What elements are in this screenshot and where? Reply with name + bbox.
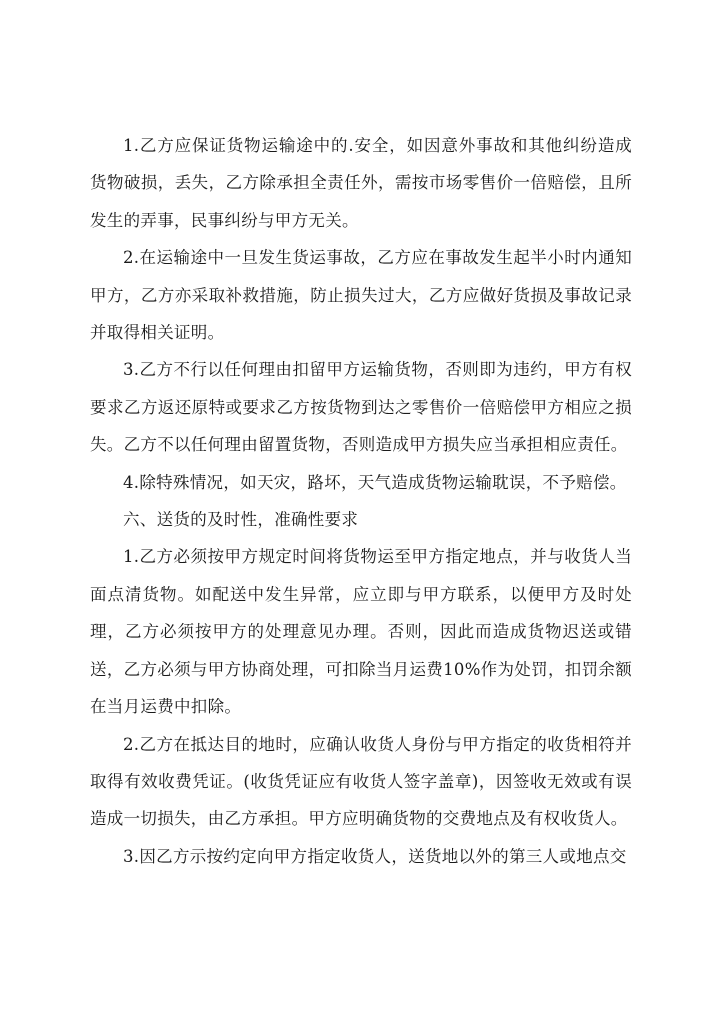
document-body — [90, 127, 632, 875]
section-heading-6: 六、送货的及时性，准确性要求 — [123, 510, 359, 530]
paragraph-clause-5-2: 2.在运输途中一旦发生货运事故，乙方应在事故发生起半小时内通知甲方，乙方亦采取补救措施，防止损失过大，乙方应做好货损及事故记录并取得相关证明。 — [90, 248, 632, 343]
paragraph-clause-5-4: 4.除特殊情况，如天灾，路坏，天气造成货物运输耽误，不予赔偿。 — [123, 472, 627, 492]
paragraph-clause-6-3: 3.因乙方示按约定向甲方指定收货人，送货地以外的第三人或地点交 — [123, 846, 627, 866]
paragraph-clause-6-2: 2.乙方在抵达目的地时，应确认收货人身份与甲方指定的收货相符并取得有效收费凭证。(收货凭证应有收货人签字盖章)，因签收无效或有误造成一切损失，由乙方承担。甲方应明确货物的交费地点及有权收货人。 — [90, 734, 632, 829]
paragraph-clause-5-3: 3.乙方不行以任何理由扣留甲方运输货物，否则即为违约，甲方有权要求乙方返还原特或要求乙方按货物到达之零售价一倍赔偿甲方相应之损失。乙方不以任何理由留置货物，否则造成甲方损失应当承担相应责任。 — [90, 360, 632, 455]
paragraph-clause-6-1: 1.乙方必须按甲方规定时间将货物运至甲方指定地点，并与收货人当面点清货物。如配送中发生异常，应立即与甲方联系，以便甲方及时处理，乙方必须按甲方的处理意见办理。否则，因此而造成货物迟送或错送，乙方必须与甲方协商处理，可扣除当月运费10%作为处罚，扣罚余额在当月运费中扣除。 — [90, 547, 632, 717]
paragraph-clause-5-1: 1.乙方应保证货物运输途中的.安全，如因意外事故和其他纠纷造成货物破损，丢失，乙方除承担全责任外，需按市场零售价一倍赔偿，且所发生的弄事，民事纠纷与甲方无关。 — [90, 136, 632, 230]
